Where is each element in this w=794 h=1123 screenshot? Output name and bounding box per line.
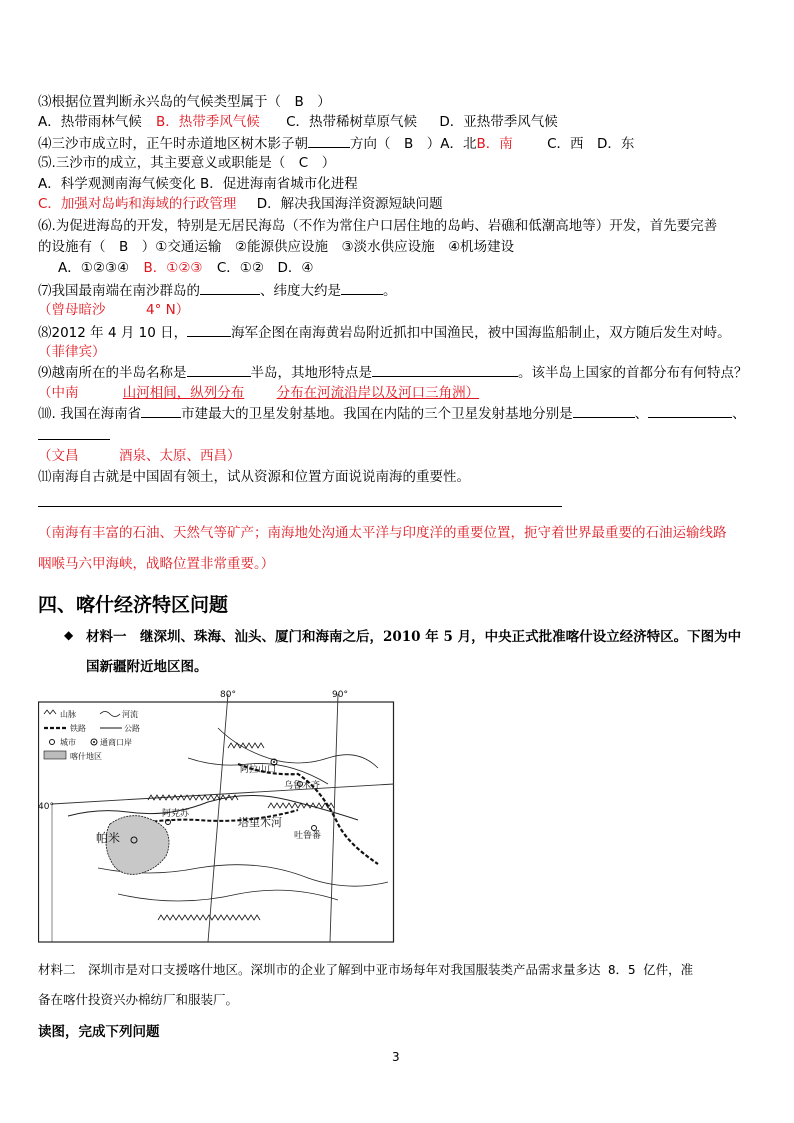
q7-stem-b: 、纬度大约是 xyxy=(260,283,341,299)
q11-answer-2: 咽喉马六甲海峡，战略位置非常重要。） xyxy=(38,556,275,572)
label-tarim: 塔里木河 xyxy=(238,816,282,829)
instruction: 读图，完成下列问题 xyxy=(38,1024,160,1040)
q6-options xyxy=(58,258,313,278)
section-title: 四、喀什经济特区问题 xyxy=(38,594,229,616)
legend-river: 河流 xyxy=(122,710,138,719)
q10-stem-a: ⑽. 我国在海南省 xyxy=(38,406,142,422)
q3-option-c: C．热带稀树草原气候 xyxy=(286,114,418,130)
q5-option-d: D．解决我国海洋资源短缺问题 xyxy=(256,196,443,212)
material1-line1: 材料一 继深圳、珠海、汕头、厦门和海南之后，2010 年 5 月，中央正式批准喀什设立经济特区。下图为中 xyxy=(86,629,742,645)
label-lon-80: 80° xyxy=(220,690,236,700)
q4-line xyxy=(38,133,634,154)
page-number: 3 xyxy=(392,1050,400,1064)
label-aksu: 阿克苏 xyxy=(162,809,190,819)
q8-stem-b: 海军企图在南海黄岩岛附近抓扣中国渔民，被中国海监船制止，双方随后发生对峙。 xyxy=(231,325,731,341)
material2-line2: 备在喀什投资兴办棉纺厂和服装厂。 xyxy=(38,992,239,1007)
q7-stem-c: 。 xyxy=(383,283,397,299)
label-turpan: 吐鲁番 xyxy=(294,831,322,841)
q4-stem-a: ⑷三沙市成立时，正午时赤道地区树木影子朝 xyxy=(38,136,308,152)
q4-stem-b: 方向（ B ）A．北 xyxy=(350,136,477,152)
q11-answer-1: （南海有丰富的石油、天然气等矿产；南海地处沟通太平洋与印度洋的重要位置，扼守着世界最重要的石油运输线路 xyxy=(38,525,727,541)
map-frame xyxy=(39,702,394,942)
q6-option-b: B．①②③ xyxy=(143,260,203,276)
q9-stem xyxy=(38,362,748,383)
q7-blank-1 xyxy=(200,280,260,295)
q6-option-a: A．①②③④ xyxy=(58,260,130,276)
q5-options-cd xyxy=(38,194,443,214)
legend-kashi: 喀什地区 xyxy=(70,752,102,761)
q10-stem-b: 市建最大的卫星发射基地。我国在内陆的三个卫星发射基地分别是 xyxy=(181,406,573,422)
q9-blank-2 xyxy=(372,362,518,377)
q3-options xyxy=(38,112,558,132)
q5-option-c: C．加强对岛屿和海域的行政管理 xyxy=(38,196,237,212)
label-pamir: 帕米 xyxy=(96,831,121,845)
legend-road: 公路 xyxy=(124,724,140,733)
q7-answer: （曾母暗沙 4° N） xyxy=(38,302,190,318)
q10-sep-1: 、 xyxy=(634,406,649,422)
q4-blank xyxy=(308,133,350,148)
q9-answer xyxy=(38,383,479,403)
label-lat-40: 40° xyxy=(38,802,54,812)
legend-port: 通商口岸 xyxy=(100,738,132,747)
q8-stem xyxy=(38,322,731,343)
q6-option-cd: C．①② D．④ xyxy=(216,260,314,276)
material2-line1: 材料二 深圳市是对口支援喀什地区。深圳市的企业了解到中亚市场每年对我国服装类产品需求量多达 8．5 亿件，准 xyxy=(38,962,694,977)
q9-answer-2: 山河相间，纵列分布 xyxy=(122,385,245,401)
q9-answer-3: 分布在河流沿岸以及河口三角洲） xyxy=(276,385,480,401)
q4-option-b: B．南 xyxy=(476,136,513,152)
q6-line2: 的设施有（ B ）①交通运输 ②能源供应设施 ③淡水供应设施 ④机场建设 xyxy=(38,239,515,255)
q10-blank-3 xyxy=(648,403,732,418)
q7-stem xyxy=(38,280,397,301)
q6-line1: ⑹.为促进海岛的开发，特别是无居民海岛（不作为常住户口居住地的岛屿、岩礁和低潮高地等）开发，首先要完善 xyxy=(38,218,718,234)
q3-option-a: A．热带雨林气候 xyxy=(38,114,142,130)
legend-city: 城市 xyxy=(60,738,76,747)
q10-sep-2: 、 xyxy=(732,406,746,422)
label-urumqi: 乌鲁木齐 xyxy=(284,781,321,791)
xinjiang-map xyxy=(38,688,398,944)
label-lon-90: 90° xyxy=(332,690,348,700)
q9-answer-1: （中南 xyxy=(38,385,79,401)
q8-answer: （菲律宾） xyxy=(38,344,106,360)
legend-rail: 铁路 xyxy=(70,724,86,733)
q9-stem-a: ⑼越南所在的半岛名称是 xyxy=(38,365,187,381)
bullet-icon: ◆ xyxy=(64,628,74,642)
q9-blank-1 xyxy=(187,362,251,377)
q7-blank-2 xyxy=(341,280,383,295)
q8-blank xyxy=(187,322,231,337)
q10-stem xyxy=(38,403,746,424)
q8-stem-a: ⑻2012 年 4 月 10 日， xyxy=(38,325,188,341)
q5-options-ab: A．科学观测南海气候变化 B．促进海南省城市化进程 xyxy=(38,176,358,192)
q3-option-b: B．热带季风气候 xyxy=(156,114,260,130)
q9-stem-b: 半岛，其地形特点是 xyxy=(250,365,372,381)
q3-stem: ⑶根据位置判断永兴岛的气候类型属于（ B ） xyxy=(38,94,331,110)
material1-line2: 国新疆附近地区图。 xyxy=(86,659,208,675)
q11-stem: ⑾南海自古就是中国固有领土，试从资源和位置方面说说南海的重要性。 xyxy=(38,469,470,485)
q10-blank-line xyxy=(38,425,110,446)
q5-stem: ⑸.三沙市的成立，其主要意义或职能是（ C ） xyxy=(38,155,336,171)
q10-blank-4 xyxy=(38,425,110,440)
legend-mountain: 山脉 xyxy=(60,710,76,719)
q10-blank-2 xyxy=(573,403,635,418)
label-alashankou: 阿拉山口 xyxy=(240,765,277,775)
q10-answer: （文昌 酒泉、太原、西昌） xyxy=(38,448,241,464)
q9-stem-c: 。该半岛上国家的首都分布有何特点？ xyxy=(518,365,748,381)
q7-stem-a: ⑺我国最南端在南沙群岛的 xyxy=(38,283,200,299)
q4-option-cd: C．西 D．东 xyxy=(547,136,635,152)
q10-blank-1 xyxy=(141,403,181,418)
q11-answer-line xyxy=(38,506,562,507)
q3-option-d: D．亚热带季风气候 xyxy=(439,114,558,130)
